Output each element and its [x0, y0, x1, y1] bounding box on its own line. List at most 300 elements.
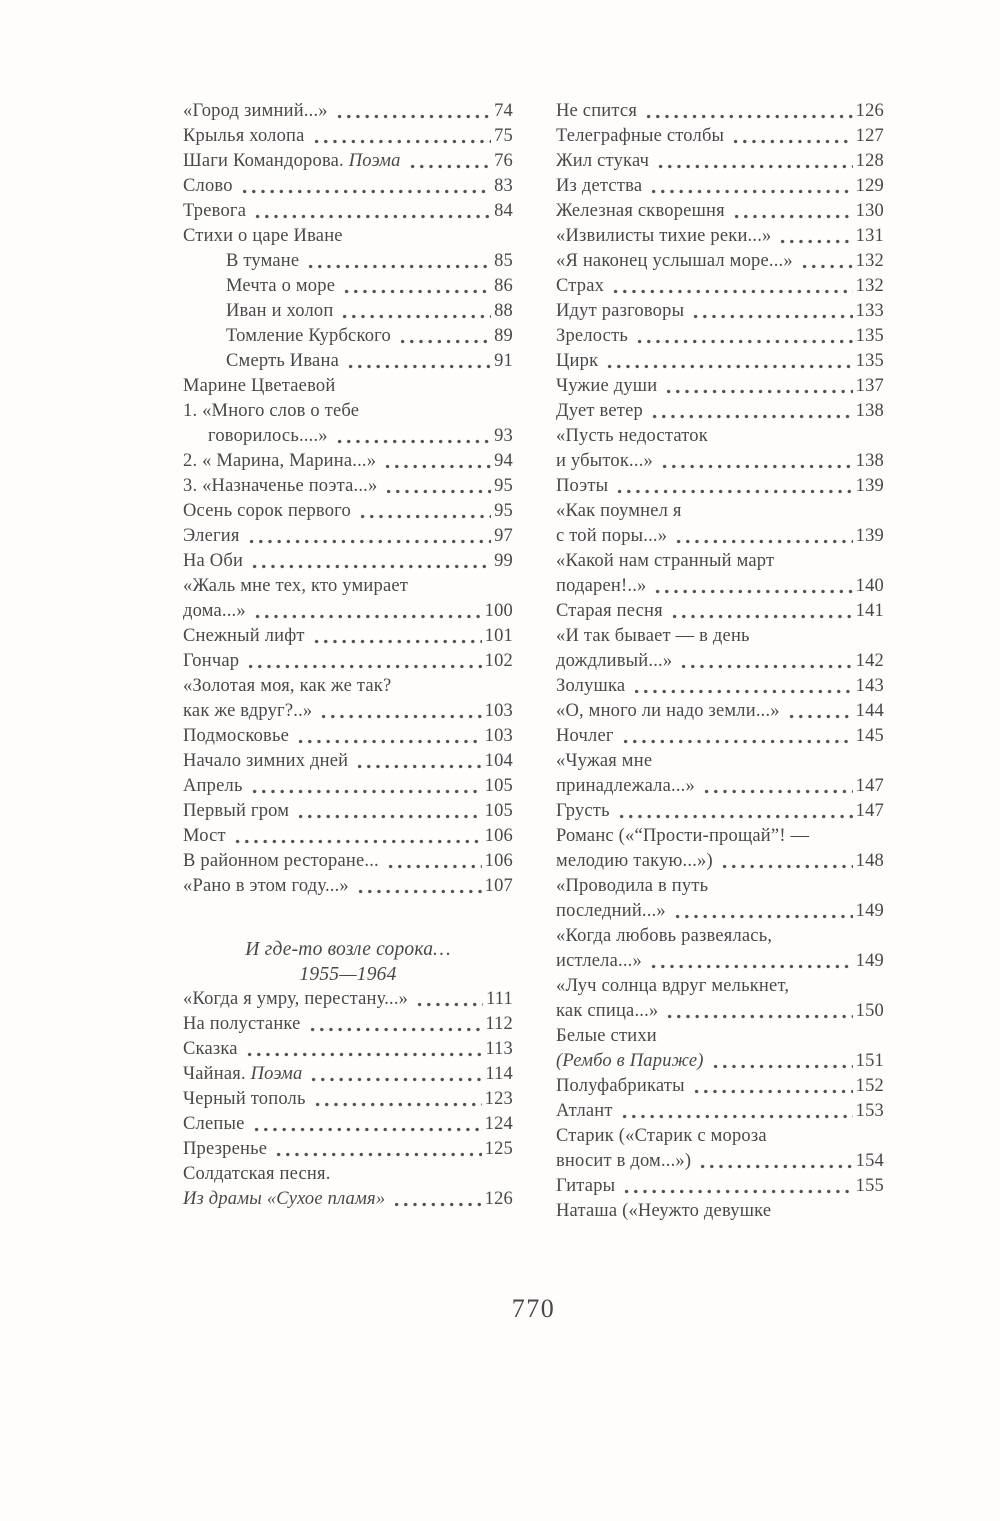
- toc-entry: [556, 749, 884, 774]
- dot-leader: [711, 1064, 853, 1069]
- toc-entry-page: 133: [855, 301, 884, 321]
- toc-entry-page: 135: [855, 326, 884, 346]
- toc-entry-title: «Когда любовь развеялась,: [556, 926, 773, 946]
- toc-entry-title: Снежный лифт: [183, 626, 305, 646]
- toc-entry-title: Идут разговоры: [556, 301, 685, 321]
- toc-entry-title: Гитары: [556, 1176, 616, 1196]
- toc-entry-page: 101: [484, 626, 513, 646]
- toc-entry: [556, 399, 884, 424]
- page-number: 770: [511, 1294, 556, 1323]
- toc-entry-title: На полустанке: [183, 1014, 301, 1034]
- toc-entry-title: Поэты: [556, 476, 609, 496]
- toc-entry: [183, 149, 513, 174]
- toc-entry-title: Слепые: [183, 1114, 245, 1134]
- toc-entry: [183, 249, 513, 274]
- toc-entry: [183, 449, 513, 474]
- toc-entry-page: 95: [494, 476, 513, 496]
- toc-entry-title: Марине Цветаевой: [183, 376, 336, 396]
- toc-entry-title: Презренье: [183, 1139, 268, 1159]
- toc-entry-page: 142: [855, 651, 884, 671]
- toc-entry-title: Смерть Ивана: [226, 351, 339, 371]
- toc-entry-page: 86: [494, 276, 513, 296]
- toc-entry-title: Наташа («Неужто девушке: [556, 1201, 772, 1221]
- toc-entry-title: Стихи о царе Иване: [183, 226, 343, 246]
- dot-leader: [649, 189, 852, 194]
- toc-entry-page: 152: [855, 1076, 884, 1096]
- toc-entry-page: 94: [494, 451, 513, 471]
- toc-entry-page: 154: [855, 1151, 884, 1171]
- toc-entry-page: 107: [484, 876, 513, 896]
- toc-entry-title: вносит в дом...»): [556, 1151, 692, 1171]
- section-heading: [183, 937, 513, 962]
- dot-leader: [252, 1127, 482, 1132]
- toc-entry-title: подарен!..»: [556, 576, 647, 596]
- toc-entry-title: принадлежала...»: [556, 776, 695, 796]
- toc-entry: [183, 799, 513, 824]
- toc-entry: [556, 899, 884, 924]
- toc-entry: [556, 799, 884, 824]
- toc-entry: [556, 524, 884, 549]
- toc-entry: [556, 999, 884, 1024]
- dot-leader: [670, 614, 853, 619]
- toc-entry-title: Осень сорок первого: [183, 501, 351, 521]
- toc-entry-page: 141: [855, 601, 884, 621]
- dot-leader: [702, 789, 853, 794]
- toc-entry-title: [556, 1049, 704, 1074]
- toc-entry-title: Телеграфные столбы: [556, 126, 725, 146]
- dot-leader: [296, 739, 482, 744]
- toc-entry-title: Томление Курбского: [226, 326, 391, 346]
- toc-entry-page: 132: [855, 251, 884, 271]
- dot-leader: [653, 589, 852, 594]
- toc-entry-title: Цирк: [556, 351, 599, 371]
- toc-entry-title: Начало зимних дней: [183, 751, 349, 771]
- toc-entry: [183, 124, 513, 149]
- toc-entry-page: 151: [855, 1051, 884, 1071]
- toc-entry-title: [183, 1187, 385, 1212]
- dot-leader: [253, 214, 491, 219]
- toc-entry-page: 113: [485, 1039, 513, 1059]
- toc-entry-title: «О, много ли надо земли...»: [556, 701, 780, 721]
- toc-entry-title: говорилось....»: [208, 426, 328, 446]
- toc-entry-page: 88: [494, 301, 513, 321]
- dot-leader: [408, 164, 492, 169]
- toc-entry: [556, 1049, 884, 1074]
- toc-entry-page: 114: [485, 1064, 513, 1084]
- toc-entry-page: 102: [484, 651, 513, 671]
- toc-entry: [556, 649, 884, 674]
- toc-entry: [183, 1187, 513, 1212]
- dot-leader: [617, 814, 853, 819]
- toc-entry-title: как спица...»: [556, 1001, 659, 1021]
- toc-entry: [183, 874, 513, 899]
- toc-entry-page: 126: [855, 101, 884, 121]
- section-heading: [183, 962, 513, 987]
- toc-entry: [183, 499, 513, 524]
- toc-entry: [183, 1062, 513, 1087]
- dot-leader: [335, 439, 491, 444]
- toc-entry-title: истлела...»: [556, 951, 642, 971]
- toc-entry-title: «Извилисты тихие реки...»: [556, 226, 772, 246]
- toc-entry-title: 1. «Много слов о тебе: [183, 401, 360, 421]
- dot-leader: [720, 864, 853, 869]
- toc-entry-title: Иван и холоп: [226, 301, 334, 321]
- toc-entry-title: Крылья холопа: [183, 126, 305, 146]
- dot-leader: [679, 664, 852, 669]
- toc-entry-title: Подмосковье: [183, 726, 290, 746]
- toc-entry-title: Грусть: [556, 801, 610, 821]
- toc-entry-title: с той поры...»: [556, 526, 668, 546]
- toc-entry-title: «Я наконец услышал море...»: [556, 251, 793, 271]
- toc-entry-title: В районном ресторане...: [183, 851, 379, 871]
- toc-entry: [556, 499, 884, 524]
- toc-entry: [556, 124, 884, 149]
- dot-leader: [650, 414, 853, 419]
- toc-entry-page: 130: [855, 201, 884, 221]
- toc-entry-title-italic: Поэма: [250, 1064, 303, 1084]
- toc-entry: [183, 699, 513, 724]
- toc-entry-title: Романс («“Прости-прощай”! —: [556, 826, 810, 846]
- dot-leader: [308, 1027, 483, 1032]
- toc-entry: [183, 599, 513, 624]
- toc-entry: [556, 924, 884, 949]
- toc-entry-page: 129: [855, 176, 884, 196]
- toc-entry-page: 140: [855, 576, 884, 596]
- toc-entry-title: «Рано в этом году...»: [183, 876, 349, 896]
- toc-entry-page: 95: [494, 501, 513, 521]
- toc-entry: [183, 99, 513, 124]
- dot-leader: [274, 1152, 481, 1157]
- toc-entry: [556, 674, 884, 699]
- toc-entry-page: 138: [855, 451, 884, 471]
- dot-leader: [250, 789, 482, 794]
- toc-entry: [183, 674, 513, 699]
- dot-leader: [664, 389, 852, 394]
- toc-entry-page: 99: [494, 551, 513, 571]
- dot-leader: [665, 1014, 852, 1019]
- toc-entry-page: 93: [494, 426, 513, 446]
- toc-entry: [556, 349, 884, 374]
- dot-leader: [778, 239, 852, 244]
- dot-leader: [335, 114, 491, 119]
- toc-entry: [183, 399, 513, 424]
- toc-entry: [183, 549, 513, 574]
- toc-entry-page: 150: [855, 1001, 884, 1021]
- toc-entry-title: Дует ветер: [556, 401, 643, 421]
- toc-entry-page: 74: [494, 101, 513, 121]
- dot-leader: [246, 664, 481, 669]
- toc-entry-page: 123: [484, 1089, 513, 1109]
- dot-leader: [698, 1164, 852, 1169]
- dot-leader: [660, 464, 853, 469]
- dot-leader: [346, 364, 491, 369]
- toc-entry: [556, 1124, 884, 1149]
- dot-leader: [620, 1114, 853, 1119]
- toc-entry: [183, 824, 513, 849]
- toc-entry: [556, 474, 884, 499]
- toc-entry: [556, 599, 884, 624]
- toc-entry: [183, 749, 513, 774]
- toc-entry-title: дождливый...»: [556, 651, 673, 671]
- toc-entry-title: Сказка: [183, 1039, 238, 1059]
- toc-entry-page: 143: [855, 676, 884, 696]
- toc-entry-page: 106: [484, 851, 513, 871]
- dot-leader: [673, 914, 853, 919]
- dot-leader: [312, 139, 492, 144]
- toc-entry-title: Первый гром: [183, 801, 290, 821]
- toc-entry-page: 149: [855, 951, 884, 971]
- toc-entry-title: Старая песня: [556, 601, 663, 621]
- toc-entry: [556, 1199, 884, 1224]
- toc-entry-title: 2. « Марина, Марина...»: [183, 451, 377, 471]
- toc-entry: [183, 849, 513, 874]
- toc-entry-title: Мечта о море: [226, 276, 336, 296]
- toc-entry-page: 147: [855, 801, 884, 821]
- toc-entry: [556, 449, 884, 474]
- toc-entry-title: Страх: [556, 276, 605, 296]
- dot-leader: [240, 189, 491, 194]
- toc-entry-title: «Проводила в путь: [556, 876, 709, 896]
- toc-entry-title: последний...»: [556, 901, 666, 921]
- toc-entry-title: «И так бывает — в день: [556, 626, 750, 646]
- dot-leader: [649, 964, 853, 969]
- toc-entry: [183, 1137, 513, 1162]
- toc-entry: [556, 324, 884, 349]
- toc-entry: [556, 824, 884, 849]
- dot-leader: [731, 139, 852, 144]
- toc-entry-title: Ночлег: [556, 726, 614, 746]
- toc-entry: [556, 224, 884, 249]
- toc-entry-page: 124: [484, 1114, 513, 1134]
- toc-entry-page: 137: [855, 376, 884, 396]
- toc-entry-page: 111: [486, 989, 513, 1009]
- dot-leader: [732, 214, 853, 219]
- toc-entry-page: 148: [855, 851, 884, 871]
- toc-entry-page: 149: [855, 901, 884, 921]
- toc-entry: [556, 849, 884, 874]
- toc-entry-title: Железная скворешня: [556, 201, 725, 221]
- dot-leader: [632, 689, 852, 694]
- toc-entry: [556, 249, 884, 274]
- toc-entry-page: 106: [484, 826, 513, 846]
- toc-entry: [556, 549, 884, 574]
- toc-entry-title: «Какой нам странный март: [556, 551, 775, 571]
- toc-entry: [556, 624, 884, 649]
- toc-entry-page: 135: [855, 351, 884, 371]
- dot-leader: [342, 289, 491, 294]
- toc-entry-page: 91: [494, 351, 513, 371]
- dot-leader: [296, 814, 481, 819]
- dot-leader: [309, 1077, 482, 1082]
- toc-entry-title-italic: Поэма: [348, 151, 401, 171]
- toc-entry-page: 127: [855, 126, 884, 146]
- dot-leader: [245, 1052, 483, 1057]
- toc-entry-page: 128: [855, 151, 884, 171]
- toc-entry-page: 105: [484, 776, 513, 796]
- toc-entry-title: Из детства: [556, 176, 643, 196]
- toc-entry-page: 144: [855, 701, 884, 721]
- toc-entry-title: В тумане: [226, 251, 300, 271]
- toc-entry: [556, 424, 884, 449]
- toc-entry-title-italic: 1955—1964: [299, 964, 397, 985]
- toc-entry: [183, 1112, 513, 1137]
- toc-entry: [556, 874, 884, 899]
- toc-entry-page: 138: [855, 401, 884, 421]
- toc-entry: [183, 474, 513, 499]
- toc-entry-page: 155: [855, 1176, 884, 1196]
- toc-entry: [183, 424, 513, 449]
- dot-leader: [621, 739, 853, 744]
- toc-entry: [556, 274, 884, 299]
- toc-entry-title: Черный тополь: [183, 1089, 306, 1109]
- toc-entry: [183, 199, 513, 224]
- toc-entry-page: 105: [484, 801, 513, 821]
- toc-entry-page: 145: [855, 726, 884, 746]
- toc-entry: [183, 1037, 513, 1062]
- toc-entry-page: 100: [484, 601, 513, 621]
- toc-entry: [183, 174, 513, 199]
- toc-entry-page: 112: [485, 1014, 513, 1034]
- toc-entry-title: Золушка: [556, 676, 626, 696]
- toc-entry-page: 147: [855, 776, 884, 796]
- toc-entry-title: «Жаль мне тех, кто умирает: [183, 576, 409, 596]
- toc-entry-page: 139: [855, 476, 884, 496]
- toc-entry-page: 139: [855, 526, 884, 546]
- toc-entry-page: 103: [484, 726, 513, 746]
- toc-entry: [183, 774, 513, 799]
- toc-entry: [183, 624, 513, 649]
- toc-entry-title: «Луч солнца вдруг мелькнет,: [556, 976, 790, 996]
- dot-leader: [247, 539, 491, 544]
- toc-entry-page: 75: [494, 126, 513, 146]
- toc-entry-title: 3. «Назначенье поэта...»: [183, 476, 378, 496]
- dot-leader: [692, 1089, 853, 1094]
- toc-entry-title: [299, 964, 396, 985]
- toc-entry: [556, 774, 884, 799]
- toc-entry-title: мелодию такую...»): [556, 851, 713, 871]
- toc-entry: [183, 274, 513, 299]
- toc-entry: [556, 574, 884, 599]
- dot-leader: [691, 314, 852, 319]
- dot-leader: [656, 164, 853, 169]
- dot-leader: [253, 614, 482, 619]
- toc-entry: [556, 949, 884, 974]
- toc-entry-title: дома...»: [183, 601, 246, 621]
- dot-leader: [250, 564, 491, 569]
- toc-entry-page: 76: [494, 151, 513, 171]
- toc-entry-title: «Когда я умру, перестану...»: [183, 989, 409, 1009]
- dot-leader: [313, 1102, 482, 1107]
- toc-entry-page: 103: [484, 701, 513, 721]
- toc-entry-title: «Пусть недостаток: [556, 426, 708, 446]
- toc-entry: [183, 349, 513, 374]
- toc-entry-title: Тревога: [183, 201, 247, 221]
- toc-entry: [183, 324, 513, 349]
- toc-entry: [183, 1012, 513, 1037]
- dot-leader: [340, 314, 491, 319]
- dot-leader: [674, 539, 852, 544]
- dot-leader: [383, 464, 491, 469]
- toc-entry-page: 153: [855, 1101, 884, 1121]
- toc-entry-title: Шаги Командорова. Поэма: [183, 151, 401, 171]
- toc-entry: [556, 1099, 884, 1124]
- toc-entry-title: Слово: [183, 176, 233, 196]
- toc-entry-title: Мост: [183, 826, 226, 846]
- toc-entry: [556, 1174, 884, 1199]
- toc-entry-title: Белые стихи: [556, 1026, 657, 1046]
- toc-entry-title: «Город зимний...»: [183, 101, 328, 121]
- dot-leader: [800, 264, 853, 269]
- dot-leader: [644, 114, 853, 119]
- dot-leader: [415, 1002, 483, 1007]
- toc-entry-title: [245, 939, 450, 960]
- dot-leader: [358, 514, 491, 519]
- toc-column-left: [183, 99, 513, 1212]
- toc-entry-title: и убыток...»: [556, 451, 653, 471]
- dot-leader: [605, 364, 852, 369]
- toc-entry-page: 83: [494, 176, 513, 196]
- toc-entry: [556, 724, 884, 749]
- toc-entry-title: Чужие души: [556, 376, 658, 396]
- toc-entry: [556, 974, 884, 999]
- dot-leader: [319, 714, 481, 719]
- dot-leader: [233, 839, 482, 844]
- toc-entry: [183, 1087, 513, 1112]
- toc-entry: [556, 1074, 884, 1099]
- dot-leader: [312, 639, 482, 644]
- toc-entry: [556, 99, 884, 124]
- toc-entry-title-italic: И где-то возле сорока…: [245, 939, 451, 960]
- toc-entry-title: На Оби: [183, 551, 244, 571]
- toc-entry-title: Жил стукач: [556, 151, 650, 171]
- dot-leader: [787, 714, 853, 719]
- dot-leader: [384, 489, 491, 494]
- toc-entry-title: Полуфабрикаты: [556, 1076, 685, 1096]
- toc-entry-title-italic: Из драмы «Сухое пламя»: [183, 1189, 386, 1209]
- dot-leader: [306, 264, 491, 269]
- toc-entry-title: Солдатская песня.: [183, 1164, 331, 1184]
- toc-entry-title: Гончар: [183, 651, 240, 671]
- toc-entry-title: Элегия: [183, 526, 240, 546]
- toc-entry-page: 85: [494, 251, 513, 271]
- toc-entry: [556, 1024, 884, 1049]
- toc-entry: [183, 1162, 513, 1187]
- toc-entry-title-italic: (Рембо в Париже): [556, 1051, 704, 1071]
- toc-entry-page: 97: [494, 526, 513, 546]
- dot-leader: [392, 1202, 481, 1207]
- toc-entry: [556, 1149, 884, 1174]
- dot-leader: [356, 889, 482, 894]
- toc-entry-title: Старик («Старик с мороза: [556, 1126, 767, 1146]
- toc-entry: [183, 649, 513, 674]
- toc-entry-title: «Как поумнел я: [556, 501, 682, 521]
- toc-entry-page: 104: [484, 751, 513, 771]
- toc-entry-title: как же вдруг?..»: [183, 701, 313, 721]
- toc-entry-page: 131: [855, 226, 884, 246]
- dot-leader: [615, 489, 852, 494]
- dot-leader: [355, 764, 481, 769]
- toc-entry-page: 125: [484, 1139, 513, 1159]
- toc-entry: [183, 374, 513, 399]
- toc-entry-title: Не спится: [556, 101, 638, 121]
- dot-leader: [398, 339, 491, 344]
- toc-entry: [556, 699, 884, 724]
- toc-entry-page: 126: [484, 1189, 513, 1209]
- dot-leader: [611, 289, 853, 294]
- toc-entry-title: Зрелость: [556, 326, 629, 346]
- dot-leader: [622, 1189, 852, 1194]
- toc-column-right: [556, 99, 884, 1224]
